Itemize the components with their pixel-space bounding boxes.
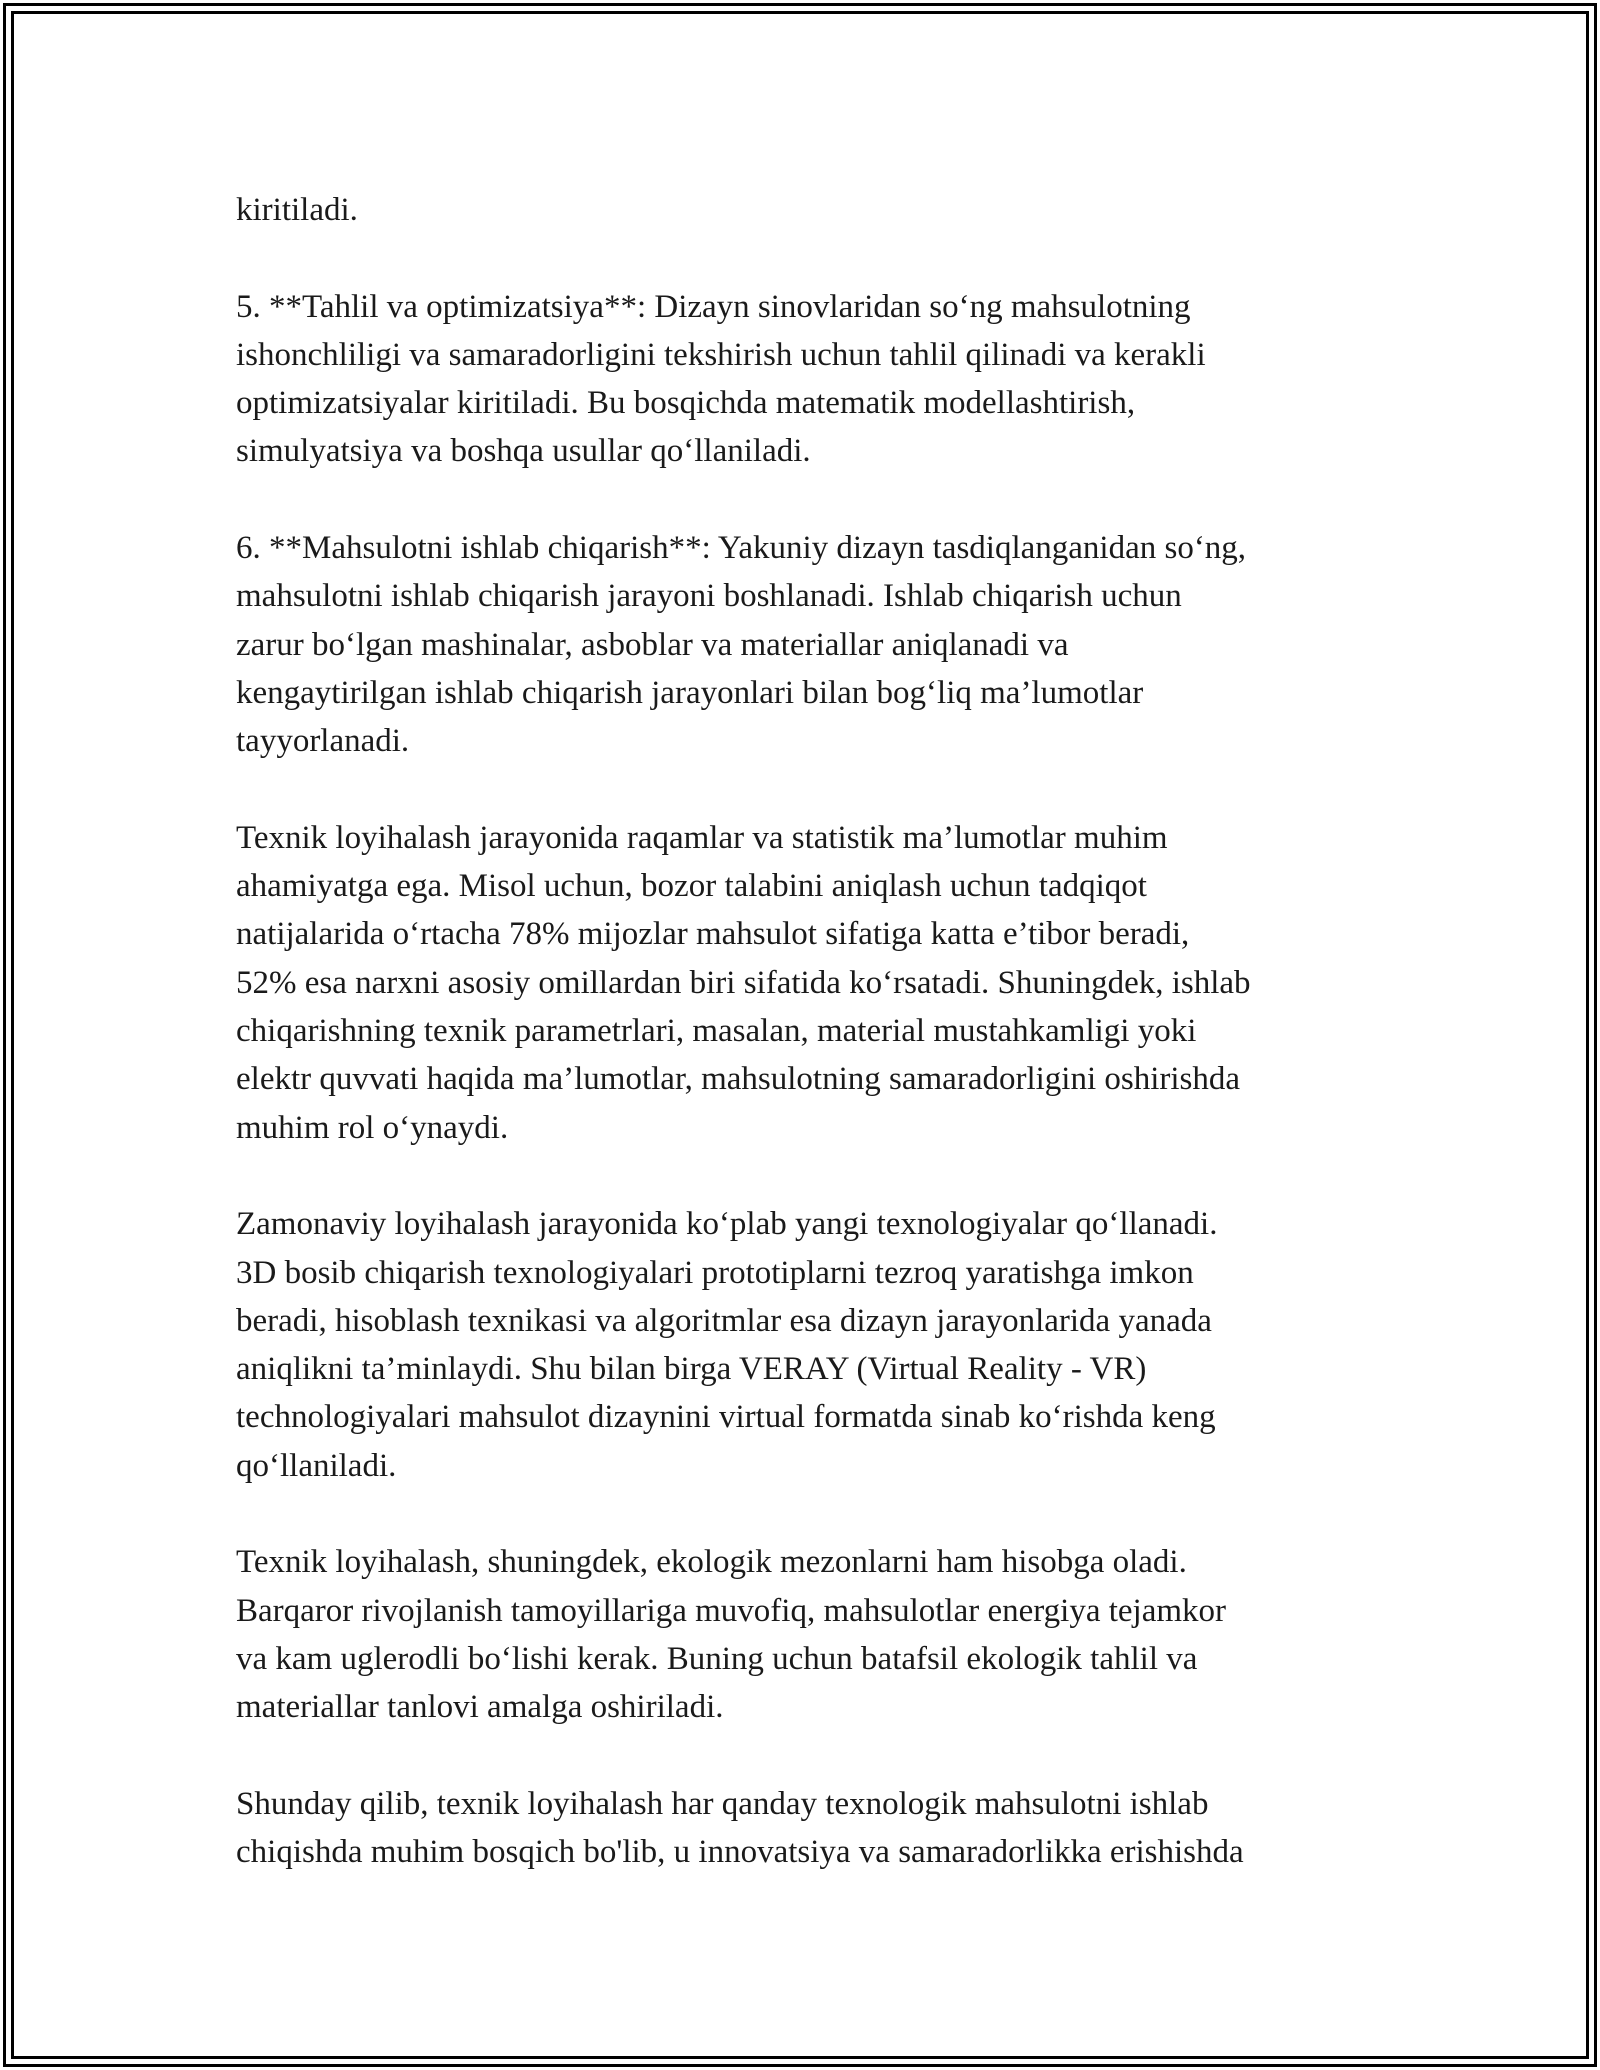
text-line: tayyorlanadi. <box>236 723 410 760</box>
text-line: ahamiyatga ega. Misol uchun, bozor talabini aniqlash uchun tadqiqot <box>236 868 1147 905</box>
text-line: aniqlikni ta’minlaydi. Shu bilan birga VERAY (Virtual Reality - VR) <box>236 1351 1147 1388</box>
text-line: chiqishda muhim bosqich bo'lib, u innovatsiya va samaradorlikka erishishda <box>236 1834 1244 1871</box>
text-line: 3D bosib chiqarish texnologiyalari prototiplarni tezroq yaratishga imkon <box>236 1254 1194 1291</box>
text-line: va kam uglerodli bo‘lishi kerak. Buning uchun batafsil ekologik tahlil va <box>236 1640 1198 1677</box>
text-line: Texnik loyihalash jarayonida raqamlar va statistik ma’lumotlar muhim <box>236 819 1168 856</box>
text-line: optimizatsiyalar kiritiladi. Bu bosqichda matematik modellashtirish, <box>236 385 1136 422</box>
paragraph-conclusion <box>236 1780 1386 1877</box>
text-line: Texnik loyihalash, shuningdek, ekologik mezonlarni ham hisobga oladi. <box>236 1544 1187 1581</box>
text-line: Zamonaviy loyihalash jarayonida ko‘plab yangi texnologiyalar qo‘llanadi. <box>236 1206 1218 1243</box>
paragraph-step-5 <box>236 283 1386 476</box>
paragraph-ecology <box>236 1538 1386 1731</box>
paragraph-step-6 <box>236 524 1386 765</box>
text-line: 6. **Mahsulotni ishlab chiqarish**: Yakuniy dizayn tasdiqlanganidan so‘ng, <box>236 530 1247 567</box>
text-line: natijalarida o‘rtacha 78% mijozlar mahsulot sifatiga katta e’tibor beradi, <box>236 916 1190 953</box>
text-line: mahsulotni ishlab chiqarish jarayoni boshlanadi. Ishlab chiqarish uchun <box>236 578 1182 615</box>
text-line: simulyatsiya va boshqa usullar qo‘llaniladi. <box>236 433 811 470</box>
paragraph-continuation <box>236 186 1386 234</box>
text-line: kiritiladi. <box>236 192 358 228</box>
text-line: technologiyalari mahsulot dizaynini virtual formatda sinab ko‘rishda keng <box>236 1399 1216 1436</box>
paragraph-technologies <box>236 1200 1386 1490</box>
text-line: elektr quvvati haqida ma’lumotlar, mahsulotning samaradorligini oshirishda <box>236 1061 1241 1098</box>
text-line: ishonchliligi va samaradorligini tekshirish uchun tahlil qilinadi va kerakli <box>236 336 1206 373</box>
text-line: Barqaror rivojlanish tamoyillariga muvofiq, mahsulotlar energiya tejamkor <box>236 1592 1227 1629</box>
document-body <box>236 186 1386 1876</box>
text-line: kengaytirilgan ishlab chiqarish jarayonlari bilan bog‘liq ma’lumotlar <box>236 674 1144 711</box>
text-line: muhim rol o‘ynaydi. <box>236 1109 509 1146</box>
text-line: Shunday qilib, texnik loyihalash har qanday texnologik mahsulotni ishlab <box>236 1785 1209 1822</box>
text-line: materiallar tanlovi amalga oshiriladi. <box>236 1689 724 1726</box>
text-line: chiqarishning texnik parametrlari, masalan, material mustahkamligi yoki <box>236 1013 1197 1050</box>
text-line: 5. **Tahlil va optimizatsiya**: Dizayn sinovlaridan so‘ng mahsulotning <box>236 288 1191 325</box>
text-line: beradi, hisoblash texnikasi va algoritmlar esa dizayn jarayonlarida yanada <box>236 1302 1212 1339</box>
text-line: qo‘llaniladi. <box>236 1447 397 1484</box>
text-line: zarur bo‘lgan mashinalar, asboblar va materiallar aniqlanadi va <box>236 626 1069 663</box>
paragraph-statistics <box>236 814 1386 1152</box>
text-line: 52% esa narxni asosiy omillardan biri sifatida ko‘rsatadi. Shuningdek, ishlab <box>236 964 1251 1001</box>
